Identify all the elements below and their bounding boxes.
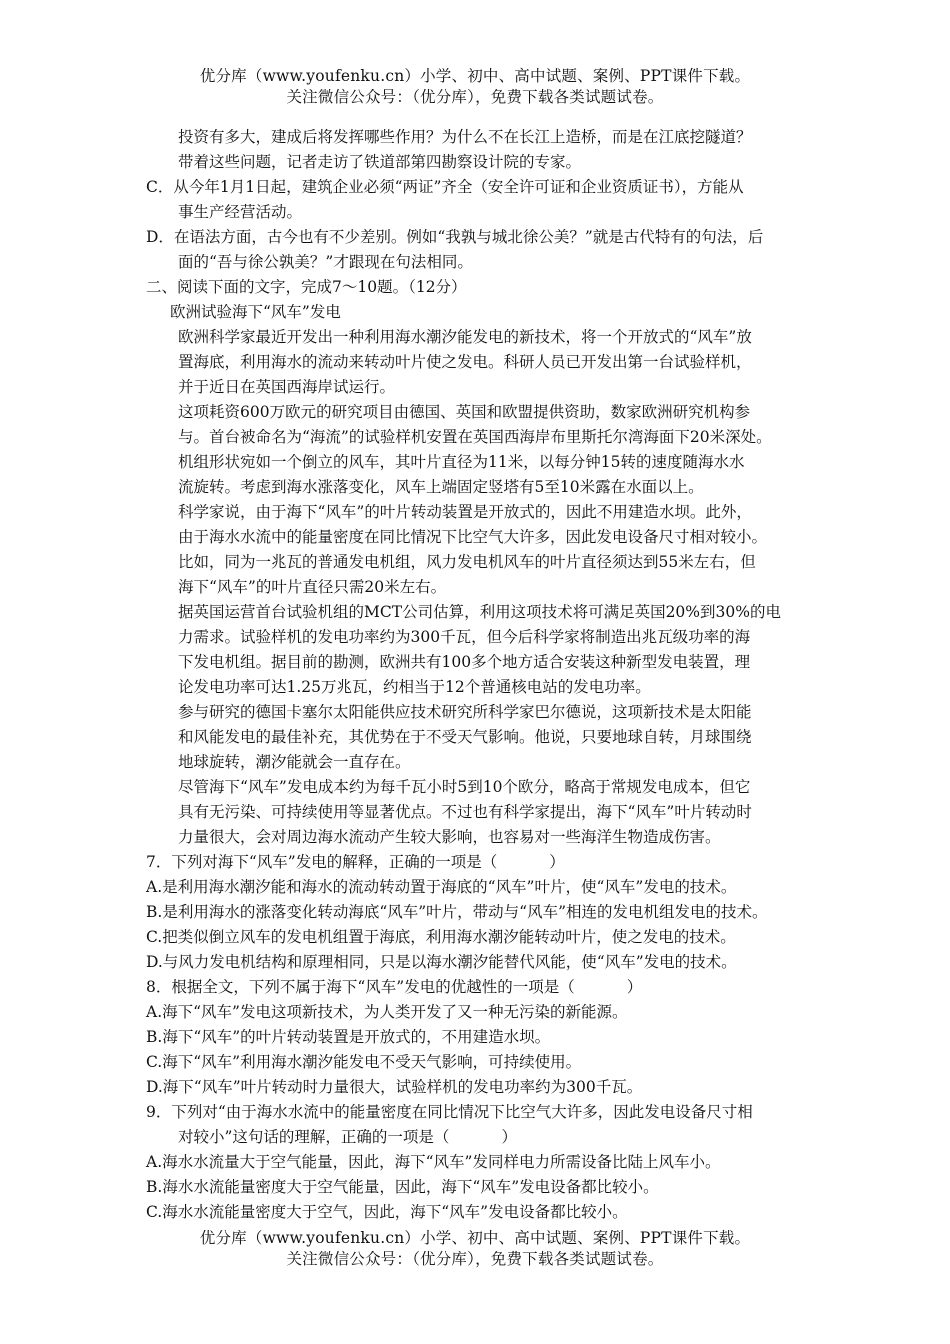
article-line: 机组形状宛如一个倒立的风车，其叶片直径为11米，以每分钟15转的速度随海水水 <box>178 453 745 471</box>
article-line: 参与研究的德国卡塞尔太阳能供应技术研究所科学家巴尔德说，这项新技术是太阳能 <box>178 703 752 721</box>
section-heading: 二、阅读下面的文字，完成7～10题。（12分） <box>146 278 467 296</box>
question-7-option-d: D.与风力发电机结构和原理相同，只是以海水潮汐能替代风能，使“风车”发电的技术。 <box>146 953 737 971</box>
article-line: 力需求。试验样机的发电功率约为300千瓦，但今后科学家将制造出兆瓦级功率的海 <box>178 628 751 646</box>
header-line-1: 优分库（www.youfenku.cn）小学、初中、高中试题、案例、PPT课件下载。 <box>199 67 751 85</box>
question-8-option-a: A.海下“风车”发电这项新技术，为人类开发了又一种无污染的新能源。 <box>146 1003 628 1021</box>
article-line: 具有无污染、可持续使用等显著优点。不过也有科学家提出，海下“风车”叶片转动时 <box>178 803 752 821</box>
page-header <box>0 66 950 108</box>
article-line: 和风能发电的最佳补充，其优势在于不受天气影响。他说，只要地球自转，月球围绕 <box>178 728 752 746</box>
continuation-line-1: 投资有多大，建成后将发挥哪些作用？为什么不在长江上造桥，而是在江底挖隧道？ <box>178 128 752 146</box>
article-line: 与。首台被命名为“海流”的试验样机安置在英国西海岸布里斯托尔湾海面下20米深处。 <box>178 428 772 446</box>
article-line: 据英国运营首台试验机组的MCT公司估算，利用这项技术将可满足英国20%到30%的电 <box>178 603 781 621</box>
footer-line-2: 关注微信公众号：（优分库），免费下载各类试题试卷。 <box>286 1250 664 1268</box>
article-line: 科学家说，由于海下“风车”的叶片转动装置是开放式的，因此不用建造水坝。此外， <box>178 503 752 521</box>
article-title: 欧洲试验海下“风车”发电 <box>170 303 341 321</box>
article-line: 置海底，利用海水的流动来转动叶片使之发电。科研人员已开发出第一台试验样机， <box>178 353 752 371</box>
question-8-option-b: B.海下“风车”的叶片转动装置是开放式的，不用建造水坝。 <box>146 1028 551 1046</box>
article-line: 力量很大，会对周边海水流动产生较大影响，也容易对一些海洋生物造成伤害。 <box>178 828 721 846</box>
question-8-stem: 8．根据全文，下列不属于海下“风车”发电的优越性的一项是（ ） <box>146 978 643 996</box>
question-9-stem-line-2: 对较小”这句话的理解，正确的一项是（ ） <box>178 1128 517 1146</box>
article-line: 海下“风车”的叶片直径只需20米左右。 <box>178 578 447 596</box>
article-line: 流旋转。考虑到海水涨落变化，风车上端固定竖塔有5至10米露在水面以上。 <box>178 478 704 496</box>
question-8-option-d: D.海下“风车”叶片转动时力量很大，试验样机的发电功率约为300千瓦。 <box>146 1078 643 1096</box>
question-9-option-a: A.海水水流量大于空气能量，因此，海下“风车”发同样电力所需设备比陆上风车小。 <box>146 1153 721 1171</box>
article-line: 论发电功率可达1.25万兆瓦，约相当于12个普通核电站的发电功率。 <box>178 678 651 696</box>
article-line: 下发电机组。据目前的勘测，欧洲共有100多个地方适合安装这种新型发电装置，理 <box>178 653 751 671</box>
article-line: 这项耗资600万欧元的研究项目由德国、英国和欧盟提供资助，数家欧洲研究机构参 <box>178 403 751 421</box>
article-line: 由于海水水流中的能量密度在同比情况下比空气大许多，因此发电设备尺寸相对较小。 <box>178 528 768 546</box>
page-footer <box>0 1228 950 1270</box>
question-9-option-c: C.海水水流能量密度大于空气，因此，海下“风车”发电设备都比较小。 <box>146 1203 628 1221</box>
header-line-2: 关注微信公众号：（优分库），免费下载各类试题试卷。 <box>286 88 664 106</box>
footer-line-1: 优分库（www.youfenku.cn）小学、初中、高中试题、案例、PPT课件下载。 <box>199 1229 751 1247</box>
question-7-option-c: C.把类似倒立风车的发电机组置于海底，利用海水潮汐能转动叶片，使之发电的技术。 <box>146 928 736 946</box>
article-line: 并于近日在英国西海岸试运行。 <box>178 378 396 396</box>
question-9-stem-line-1: 9．下列对“由于海水水流中的能量密度在同比情况下比空气大许多，因此发电设备尺寸相 <box>146 1103 753 1121</box>
option-d-line-1: D．在语法方面，古今也有不少差别。例如“我孰与城北徐公美？”就是古代特有的句法，后 <box>146 228 764 246</box>
option-c-line-2: 事生产经营活动。 <box>178 203 303 221</box>
continuation-line-2: 带着这些问题，记者走访了铁道部第四勘察设计院的专家。 <box>178 153 582 171</box>
question-7-option-b: B.是利用海水的涨落变化转动海底“风车”叶片，带动与“风车”相连的发电机组发电的技术。 <box>146 903 768 921</box>
question-9-option-b: B.海水水流能量密度大于空气能量，因此，海下“风车”发电设备都比较小。 <box>146 1178 659 1196</box>
article-line: 尽管海下“风车”发电成本约为每千瓦小时5到10个欧分，略高于常规发电成本，但它 <box>178 778 751 796</box>
article-line: 地球旋转，潮汐能就会一直存在。 <box>178 753 411 771</box>
question-8-option-c: C.海下“风车”利用海水潮汐能发电不受天气影响，可持续使用。 <box>146 1053 582 1071</box>
option-d-line-2: 面的“吾与徐公孰美？”才跟现在句法相同。 <box>178 253 473 271</box>
option-c-line-1: C．从今年1月1日起，建筑企业必须“两证”齐全（安全许可证和企业资质证书），方能从 <box>146 178 744 196</box>
article-line: 欧洲科学家最近开发出一种利用海水潮汐能发电的新技术，将一个开放式的“风车”放 <box>178 328 752 346</box>
article-line: 比如，同为一兆瓦的普通发电机组，风力发电机风车的叶片直径须达到55米左右，但 <box>178 553 756 571</box>
question-7-stem: 7．下列对海下“风车”发电的解释，正确的一项是（ ） <box>146 853 565 871</box>
question-7-option-a: A.是利用海水潮汐能和海水的流动转动置于海底的“风车”叶片，使“风车”发电的技术。 <box>146 878 737 896</box>
